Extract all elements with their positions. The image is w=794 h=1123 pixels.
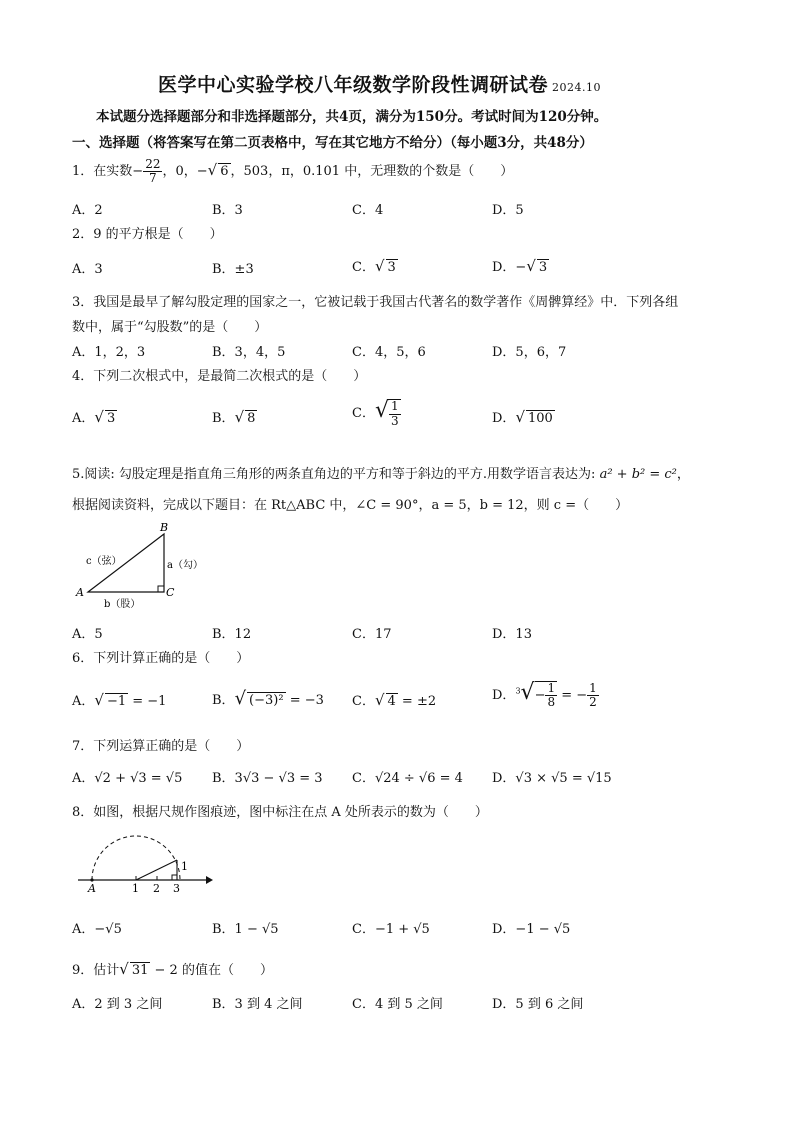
q1-option-c[interactable]: C．4 <box>352 203 384 218</box>
point-a-label: A <box>88 882 96 895</box>
q3-option-d[interactable]: D．5，6，7 <box>492 345 567 360</box>
title-text: 医学中心实验学校八年级数学阶段性调研试卷 <box>158 74 549 96</box>
question-4-stem: 4．下列二次根式中，是最简二次根式的是（ ） <box>72 369 367 384</box>
q6-option-c[interactable]: C．√ 4 = ±2 <box>352 691 437 709</box>
q2-option-b[interactable]: B．±3 <box>212 262 254 277</box>
right-angle-mark <box>172 875 177 880</box>
tick-3-label: 3 <box>173 882 180 895</box>
page-title <box>158 70 601 97</box>
q6-option-a[interactable]: A．√ −1 = −1 <box>72 691 167 709</box>
question-5-stem-line1: 5.阅读: 勾股定理是指直角三角形的两条直角边的平方和等于斜边的平方.用数学语言表达为: a² + b² = c²， <box>72 467 690 482</box>
q6-option-b[interactable]: B．√ (−3)² = −3 <box>212 688 324 709</box>
q4-option-b[interactable]: B．√ 8 <box>212 408 256 426</box>
q5-option-b[interactable]: B．12 <box>212 627 252 642</box>
question-7-stem: 7．下列运算正确的是（ ） <box>72 739 250 754</box>
vertex-c-label: C <box>166 586 175 599</box>
compass-arc <box>92 836 180 880</box>
question-3-stem-line2: 数中，属于“勾股数”的是（ ） <box>72 320 268 335</box>
q4-option-a[interactable]: A．√ 3 <box>72 408 116 426</box>
fraction: $\frac{1}{2}$ <box>589 680 597 709</box>
q5-option-d[interactable]: D．13 <box>492 627 532 642</box>
right-angle-mark <box>158 586 164 592</box>
exam-date: 2024.10 <box>552 81 602 94</box>
q6-option-d[interactable]: D．$^3$√− $\frac{1}{8}$ = − $\frac{1}{2}$ <box>492 680 597 709</box>
q4-option-c[interactable]: C．√ $\frac{1}{3}$ <box>352 398 399 428</box>
q7-option-a[interactable]: A．√2 + √3 = √5 <box>72 771 183 786</box>
tick-1-label: 1 <box>132 882 139 895</box>
question-1-stem: 1．在实数− $\frac{22}{7}$ ，0，−√ 6 ，503，π，0.101 中，无理数的个数是（ ） <box>72 157 514 186</box>
question-8-stem: 8．如图，根据尺规作图痕迹，图中标注在点 A 处所表示的数为（ ） <box>72 805 488 820</box>
vertex-a-label: A <box>76 586 84 599</box>
number-line-figure <box>72 826 217 896</box>
q2-option-c[interactable]: C．√ 3 <box>352 257 396 275</box>
leg-b-label: b（股） <box>104 599 141 610</box>
q1-option-d[interactable]: D．5 <box>492 203 524 218</box>
q7-option-c[interactable]: C．√24 ÷ √6 = 4 <box>352 771 463 786</box>
q8-option-d[interactable]: D．−1 − √5 <box>492 922 571 937</box>
q1-option-b[interactable]: B．3 <box>212 203 243 218</box>
q3-option-a[interactable]: A．1，2，3 <box>72 345 146 360</box>
q8-option-c[interactable]: C．−1 + √5 <box>352 922 430 937</box>
question-3-stem-line1: 3．我国是最早了解勾股定理的国家之一，它被记载于我国古代著名的数学著作《周髀算经》中．下列各组 <box>72 295 679 310</box>
q3-option-b[interactable]: B．3，4，5 <box>212 345 286 360</box>
leg-a-label: a（勾） <box>167 560 203 571</box>
question-2-stem: 2．9 的平方根是（ ） <box>72 227 223 242</box>
q7-option-b[interactable]: B．3√3 − √3 = 3 <box>212 771 323 786</box>
right-triangle-figure <box>72 520 212 612</box>
q4-option-d[interactable]: D．√ 100 <box>492 408 553 426</box>
q9-option-c[interactable]: C．4 到 5 之间 <box>352 997 443 1012</box>
question-5-stem-line2: 根据阅读资料，完成以下题目：在 Rt△ABC 中，∠C = 90°，a = 5，b = 12，则 c =（ ） <box>72 498 629 513</box>
fraction: $\frac{22}{7}$ <box>145 157 161 186</box>
pythagorean-formula: a² + b² = c² <box>599 467 677 482</box>
vertex-b-label: B <box>160 521 169 534</box>
q9-option-d[interactable]: D．5 到 6 之间 <box>492 997 584 1012</box>
arrow-right-icon <box>206 876 213 884</box>
q5-option-a[interactable]: A．5 <box>72 627 103 642</box>
fraction: $\frac{1}{3}$ <box>390 399 399 428</box>
q8-option-b[interactable]: B．1 − √5 <box>212 922 279 937</box>
q8-option-a[interactable]: A．−√5 <box>72 922 122 937</box>
question-9-stem: 9．估计√ 31 − 2 的值在（ ） <box>72 960 273 978</box>
q3-option-c[interactable]: C．4，5，6 <box>352 345 426 360</box>
q5-option-c[interactable]: C．17 <box>352 627 392 642</box>
q2-option-d[interactable]: D．−√ 3 <box>492 257 548 275</box>
q1-option-a[interactable]: A．2 <box>72 203 103 218</box>
fraction: $\frac{1}{8}$ <box>547 680 556 709</box>
q2-option-a[interactable]: A．3 <box>72 262 103 277</box>
section-heading: 一、选择题（将答案写在第二页表格中，写在其它地方不给分）（每小题3分，共48分） <box>72 135 593 151</box>
q9-option-b[interactable]: B．3 到 4 之间 <box>212 997 303 1012</box>
hypotenuse-label: c（弦） <box>86 556 122 567</box>
q9-option-a[interactable]: A．2 到 3 之间 <box>72 997 163 1012</box>
exam-intro: 本试题分选择题部分和非选择题部分，共4页，满分为150分。考试时间为120分钟。 <box>96 109 608 125</box>
q7-option-d[interactable]: D．√3 × √5 = √15 <box>492 771 612 786</box>
side-length-label: 1 <box>181 860 188 873</box>
tick-2-label: 2 <box>153 882 160 895</box>
question-6-stem: 6．下列计算正确的是（ ） <box>72 651 250 666</box>
